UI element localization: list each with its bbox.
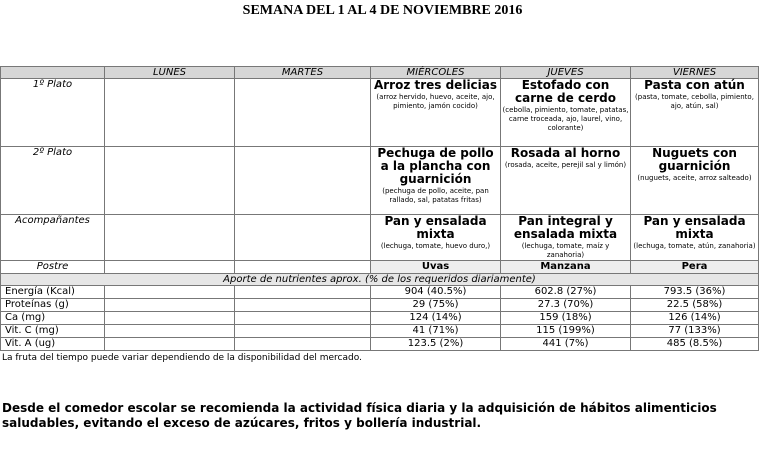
nutrient-name: Vit. A (ug) (1, 338, 105, 351)
dish-name: Estofado con carne de cerdo (515, 78, 616, 105)
dish-ingredients: (pasta, tomate, cebolla, pimiento, ajo, atún, sal) (635, 93, 754, 110)
nutrient-empty (235, 299, 371, 312)
postre-jueves: Manzana (501, 261, 631, 274)
nutrient-value: 126 (14%) (631, 312, 759, 325)
header-lunes: LUNES (105, 67, 235, 79)
row-aporte (1, 274, 759, 286)
postre-viernes: Pera (631, 261, 759, 274)
dish-name: Arroz tres delicias (373, 78, 498, 92)
dish-ingredients: (lechuga, tomate, huevo duro,) (380, 242, 491, 250)
nutrient-empty (105, 299, 235, 312)
nutrient-row (1, 325, 759, 338)
cell-martes-postre (235, 261, 371, 274)
nutrient-empty (105, 338, 235, 351)
nutrient-empty (235, 286, 371, 299)
nutrient-value: 29 (75%) (371, 299, 501, 312)
nutrient-name: Vit. C (mg) (1, 325, 105, 338)
nutrient-empty (235, 312, 371, 325)
nutrient-value: 77 (133%) (631, 325, 759, 338)
cell-viernes-acomp (631, 215, 759, 261)
nutrient-value: 441 (7%) (501, 338, 631, 351)
postre-miercoles: Uvas (371, 261, 501, 274)
dish-ingredients: (cebolla, pimiento, tomate, patatas, carne troceada, ajo, laurel, vino, colorante) (502, 106, 629, 132)
nutrient-row (1, 312, 759, 325)
recommendation-text: Desde el comedor escolar se recomienda la actividad física diaria y la adquisición de hábitos alimenticios saludables, evitando el exceso de azúcares, fritos y bollería industrial. (2, 401, 717, 430)
cell-miercoles-acomp (371, 215, 501, 261)
cell-miercoles-p2 (371, 147, 501, 215)
nutrient-value: 904 (40.5%) (371, 286, 501, 299)
row-segundo-plato (1, 147, 759, 215)
nutrient-value: 793.5 (36%) (631, 286, 759, 299)
dish-name: Nuguets con guarnición (652, 146, 737, 173)
header-corner (1, 67, 105, 79)
cell-jueves-p2 (501, 147, 631, 215)
nutrient-value: 41 (71%) (371, 325, 501, 338)
nutrient-empty (105, 286, 235, 299)
nutrient-value: 123.5 (2%) (371, 338, 501, 351)
cell-martes-p2 (235, 147, 371, 215)
nutrient-empty (235, 338, 371, 351)
dish-ingredients: (arroz hervido, huevo, aceite, ajo, pimiento, jamón cocido) (376, 93, 495, 110)
header-viernes: VIERNES (631, 67, 759, 79)
cell-martes-p1 (235, 79, 371, 147)
cell-viernes-p1 (631, 79, 759, 147)
nutrient-name: Proteínas (g) (1, 299, 105, 312)
dish-name: Pan y ensalada mixta (384, 214, 487, 241)
aporte-heading: Aporte de nutrientes aprox. (% de los requeridos diariamente) (1, 274, 759, 286)
header-miercoles: MIÉRCOLES (371, 67, 501, 79)
label-acompanantes: Acompañantes (1, 215, 105, 261)
nutrient-value: 485 (8.5%) (631, 338, 759, 351)
market-note: La fruta del tiempo puede variar dependiendo de la disponibilidad del mercado. (2, 353, 362, 363)
dish-ingredients: (lechuga, tomate, atún, zanahoria) (633, 242, 756, 250)
row-primer-plato (1, 79, 759, 147)
dish-ingredients: (rosada, aceite, perejil sal y limón) (504, 161, 627, 169)
cell-lunes-p1 (105, 79, 235, 147)
cell-lunes-postre (105, 261, 235, 274)
dish-ingredients: (nuguets, aceite, arroz salteado) (637, 174, 752, 182)
page-title: SEMANA DEL 1 AL 4 DE NOVIEMBRE 2016 (242, 3, 523, 18)
nutrient-value: 124 (14%) (371, 312, 501, 325)
dish-name: Pechuga de pollo a la plancha con guarnición (377, 146, 494, 186)
nutrient-row (1, 286, 759, 299)
header-martes: MARTES (235, 67, 371, 79)
nutrient-value: 159 (18%) (501, 312, 631, 325)
dish-name: Rosada al horno (510, 146, 621, 160)
row-acompanantes (1, 215, 759, 261)
cell-lunes-p2 (105, 147, 235, 215)
cell-viernes-p2 (631, 147, 759, 215)
label-segundo-plato: 2º Plato (1, 147, 105, 215)
cell-jueves-p1 (501, 79, 631, 147)
nutrient-name: Ca (mg) (1, 312, 105, 325)
dish-name: Pan integral y ensalada mixta (513, 214, 618, 241)
nutrient-empty (235, 325, 371, 338)
nutrient-empty (105, 312, 235, 325)
header-row (1, 67, 759, 79)
cell-lunes-acomp (105, 215, 235, 261)
nutrient-value: 22.5 (58%) (631, 299, 759, 312)
header-jueves: JUEVES (501, 67, 631, 79)
nutrient-value: 115 (199%) (501, 325, 631, 338)
dish-name: Pan y ensalada mixta (643, 214, 746, 241)
label-primer-plato: 1º Plato (1, 79, 105, 147)
nutrient-row (1, 338, 759, 351)
nutrient-value: 602.8 (27%) (501, 286, 631, 299)
menu-table (0, 66, 759, 351)
nutrient-row (1, 299, 759, 312)
dish-ingredients: (pechuga de pollo, aceite, pan rallado, sal, patatas fritas) (382, 187, 489, 204)
cell-jueves-acomp (501, 215, 631, 261)
label-postre: Postre (1, 261, 105, 274)
nutrient-name: Energía (Kcal) (1, 286, 105, 299)
nutrient-empty (105, 325, 235, 338)
dish-ingredients: (lechuga, tomate, maíz y zanahoria) (521, 242, 610, 259)
cell-martes-acomp (235, 215, 371, 261)
row-postre (1, 261, 759, 274)
dish-name: Pasta con atún (644, 78, 745, 92)
cell-miercoles-p1 (371, 79, 501, 147)
nutrient-value: 27.3 (70%) (501, 299, 631, 312)
